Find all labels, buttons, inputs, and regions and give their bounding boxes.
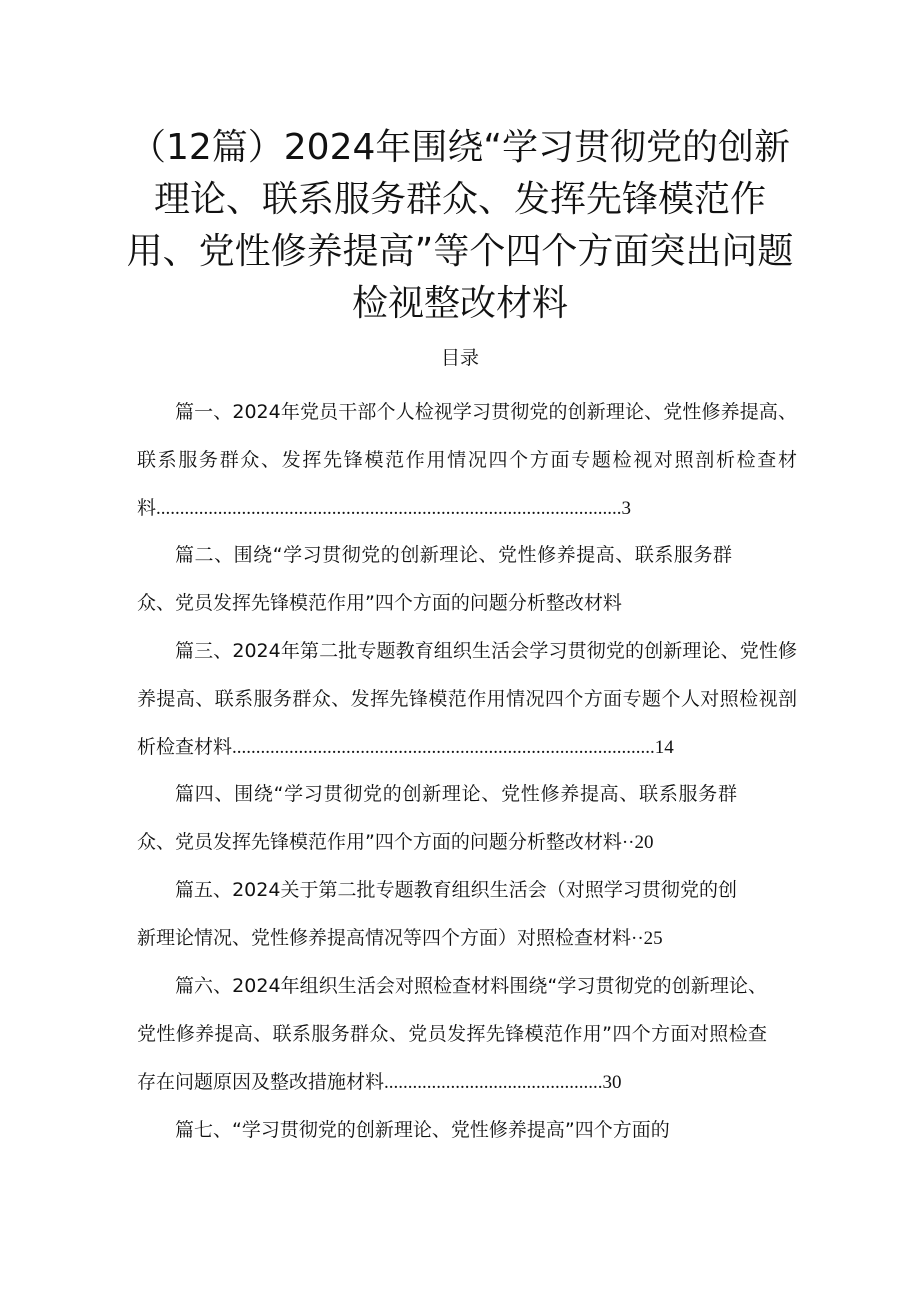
toc-entry[interactable] (137, 1106, 757, 1154)
toc-entry-text: 篇二、围绕“学习贯彻党的创新理论、党性修养提高、联系服务群众、党员发挥先锋模范作用”四个方面的问题分析整改材料 (137, 544, 732, 614)
toc-entry[interactable] (137, 627, 797, 772)
toc-leader-dots: ·· (631, 928, 644, 949)
toc-page-number: 30 (602, 1072, 622, 1093)
toc-entry[interactable] (137, 388, 797, 533)
toc-entry[interactable] (137, 866, 737, 963)
toc-page-number: 14 (654, 737, 674, 758)
toc-entry[interactable] (137, 770, 737, 867)
toc-entry[interactable] (137, 531, 732, 627)
toc-entry-text: 篇一、2024年党员干部个人检视学习贯彻党的创新理论、党性修养提高、联系服务群众、发挥先锋模范作用情况四个方面专题检视对照剖析检查材料 (137, 401, 797, 519)
toc-leader-dots: .............................................. (384, 1072, 603, 1093)
toc-page-number: 20 (634, 832, 654, 853)
toc-entry-text: 篇六、2024年组织生活会对照检查材料围绕“学习贯彻党的创新理论、党性修养提高、联系服务群众、党员发挥先锋模范作用”四个方面对照检查存在问题原因及整改措施材料 (137, 975, 767, 1093)
document-title: （12篇）2024年围绕“学习贯彻党的创新理论、联系服务群众、发挥先锋模范作用、党性修养提高”等个四个方面突出问题检视整改材料 (126, 127, 794, 324)
toc-leader-dots: .................................................................................................. (156, 498, 622, 519)
toc-heading: 目录 (440, 347, 479, 369)
toc-leader-dots: ·· (621, 832, 635, 853)
toc-page-number: 25 (643, 928, 663, 949)
toc-entry[interactable] (137, 962, 767, 1107)
toc-page-number: 3 (621, 498, 632, 519)
toc-leader-dots: ......................................................................................... (232, 737, 655, 758)
toc-entry-text: 篇五、2024关于第二批专题教育组织生活会（对照学习贯彻党的创新理论情况、党性修养提高情况等四个方面）对照检查材料 (137, 879, 737, 949)
toc-entry-text: 篇四、围绕“学习贯彻党的创新理论、党性修养提高、联系服务群众、党员发挥先锋模范作用”四个方面的问题分析整改材料 (137, 783, 737, 853)
toc-entry-text: 篇三、2024年第二批专题教育组织生活会学习贯彻党的创新理论、党性修养提高、联系服务群众、发挥先锋模范作用情况四个方面专题个人对照检视剖析检查材料 (137, 640, 797, 758)
toc-entry-text: 篇七、“学习贯彻党的创新理论、党性修养提高”四个方面的 (175, 1119, 670, 1141)
